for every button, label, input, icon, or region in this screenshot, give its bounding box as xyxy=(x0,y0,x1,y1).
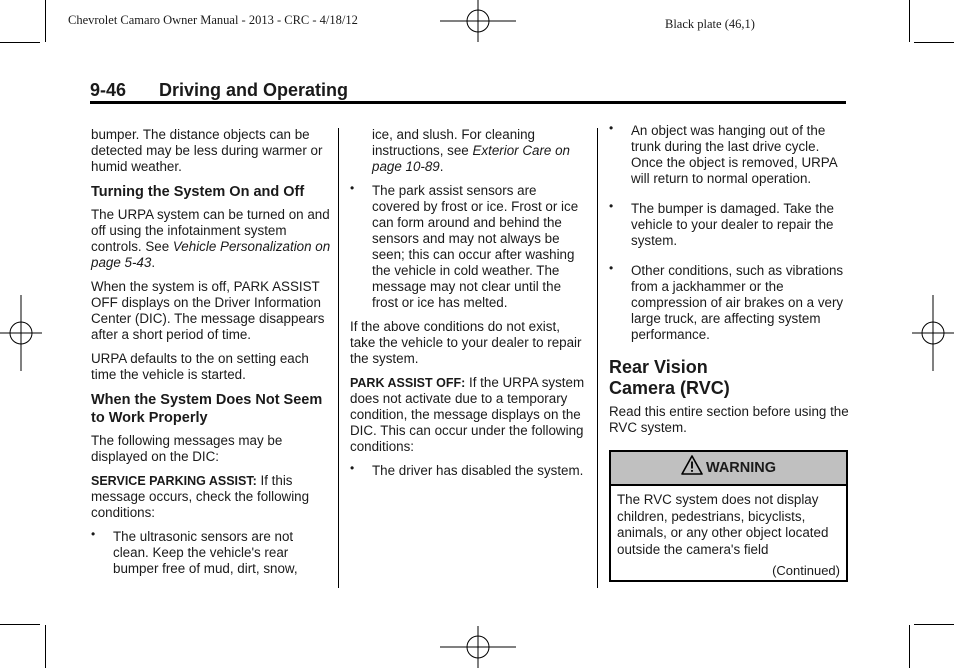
print-header-plate: Black plate (46,1) xyxy=(665,17,755,31)
column-1 xyxy=(91,127,331,585)
text: . xyxy=(151,255,156,270)
section-title: Driving and Operating xyxy=(159,80,349,100)
registration-mark-left xyxy=(0,295,42,371)
crop-mark-bottom-right-h xyxy=(914,624,954,625)
column-2 xyxy=(350,127,586,487)
paragraph: bumper. The distance objects can be detected may be less during warmer or humid weather. xyxy=(91,127,323,174)
paragraph: URPA defaults to the on setting each time the vehicle is started. xyxy=(91,351,309,382)
paragraph xyxy=(91,473,331,521)
bullet-icon: • xyxy=(609,261,614,275)
subheading-turning-on-off: Turning the System On and Off xyxy=(91,184,305,200)
text: If the URPA system does not activate due to a temporary condition, the message displays on the DIC. This can occur under the following conditions: xyxy=(350,375,585,454)
list-item xyxy=(609,201,849,249)
bullet-icon: • xyxy=(350,461,355,475)
text: . xyxy=(439,159,444,174)
list-item xyxy=(350,463,586,479)
bullet-icon: • xyxy=(609,121,614,135)
paragraph xyxy=(350,375,586,455)
registration-mark-top xyxy=(440,0,516,42)
paragraph: When the system is off, PARK ASSIST OFF displays on the Driver Information Center (DIC). The message disappears after a short period of time. xyxy=(91,279,325,342)
list-item-text: The driver has disabled the system. xyxy=(372,463,584,478)
crop-mark-bottom-left-h xyxy=(0,624,40,625)
crop-mark-top-right-v xyxy=(909,0,910,42)
crop-mark-bottom-left-v xyxy=(45,625,46,668)
crop-mark-top-left-v xyxy=(45,0,46,42)
page-number: 9-46 xyxy=(90,80,127,100)
text: The URPA system can be turned on and off using the infotainment system controls. See xyxy=(91,207,330,254)
crop-mark-top-right-h xyxy=(914,42,954,43)
bullet-icon: • xyxy=(609,199,614,213)
column-divider-2 xyxy=(597,128,598,588)
registration-mark-right xyxy=(912,295,954,371)
list-item-text: An object was hanging out of the trunk during the last drive cycle. Once the object is removed, URPA will return to normal operation. xyxy=(631,123,837,186)
list-item-text: The ultrasonic sensors are not clean. Keep the vehicle's rear bumper free of mud, dirt, snow, xyxy=(113,529,298,576)
term-park-assist-off: PARK ASSIST OFF: xyxy=(350,376,466,390)
crop-mark-bottom-right-v xyxy=(909,625,910,668)
bullet-icon: • xyxy=(350,181,355,195)
warning-triangle-icon xyxy=(681,455,703,475)
warning-box xyxy=(609,450,848,582)
column-divider-1 xyxy=(338,128,339,588)
cross-reference-link[interactable]: Exterior Care on page 10-89 xyxy=(372,143,570,174)
heading-line: Camera (RVC) xyxy=(609,378,730,398)
paragraph xyxy=(91,207,331,271)
print-header-title: Chevrolet Camaro Owner Manual - 2013 - CRC - 4/18/12 xyxy=(68,13,358,27)
term-service-parking-assist: SERVICE PARKING ASSIST: xyxy=(91,474,257,488)
paragraph: If the above conditions do not exist, take the vehicle to your dealer to repair the system. xyxy=(350,319,582,366)
list-item-text: The park assist sensors are covered by frost or ice. Frost or ice can form around and behind the sensors and may not always be seen; this can occur after washing the vehicle in cold weather. The message may not clear until the frost or ice has melted. xyxy=(372,183,579,310)
bullet-icon: • xyxy=(91,527,96,541)
crop-mark-top-left-h xyxy=(0,42,40,43)
warning-label: WARNING xyxy=(705,460,777,476)
warning-header xyxy=(611,452,846,486)
warning-text: The RVC system does not display children, pedestrians, bicyclists, animals, or any other object located outside the camera's field xyxy=(617,492,829,557)
list-item xyxy=(609,263,849,343)
column-3 xyxy=(609,123,849,444)
text: ice, and slush. For cleaning instructions, see xyxy=(372,127,536,158)
subheading-not-working: When the System Does Not Seem to Work Properly xyxy=(91,392,323,426)
list-item-text: The bumper is damaged. Take the vehicle to your dealer to repair the system. xyxy=(631,201,834,248)
cross-reference-link[interactable]: Vehicle Personalization on page 5-43 xyxy=(91,239,331,270)
list-item xyxy=(350,183,586,311)
paragraph: The following messages may be displayed on the DIC: xyxy=(91,433,283,464)
heading-line: Rear Vision xyxy=(609,357,708,377)
header-rule xyxy=(90,101,846,104)
list-item xyxy=(609,123,849,187)
paragraph xyxy=(350,127,586,175)
text: If this message occurs, check the following conditions: xyxy=(91,473,310,520)
registration-mark-bottom xyxy=(440,626,516,668)
list-item xyxy=(91,529,331,577)
continued-note: (Continued) xyxy=(772,563,840,578)
paragraph: Read this entire section before using the RVC system. xyxy=(609,404,849,435)
list-item-text: Other conditions, such as vibrations from a jackhammer or the compression of air brakes on a very large truck, are affecting system performance. xyxy=(631,263,844,342)
heading-rear-vision-camera xyxy=(609,357,849,399)
